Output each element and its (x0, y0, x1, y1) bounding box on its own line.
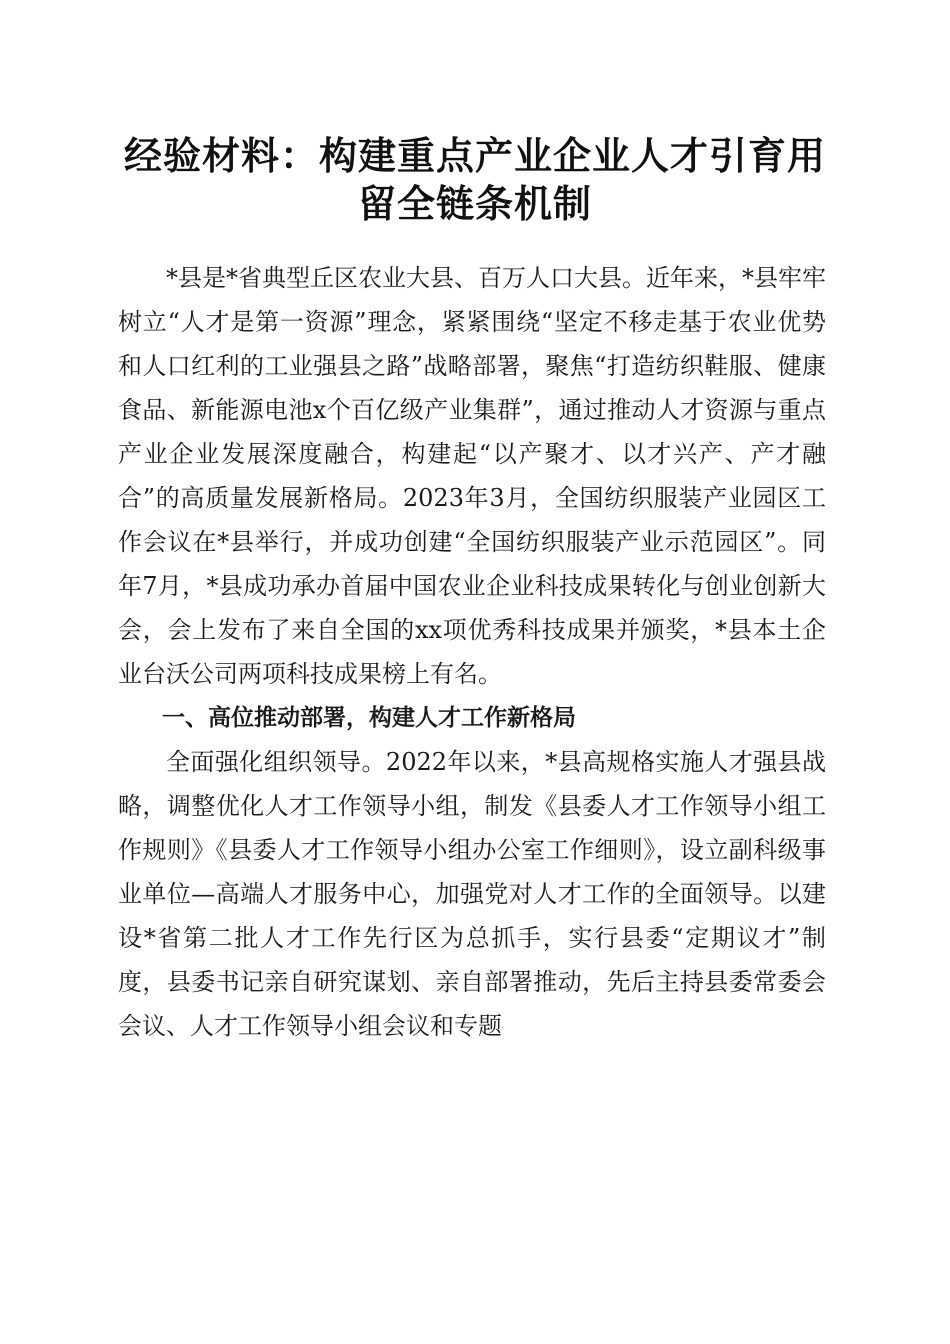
section-1-paragraph: 全面强化组织领导。2022年以来，*县高规格实施人才强县战略，调整优化人才工作领导小组，制发《县委人才工作领导小组工作规则》《县委人才工作领导小组办公室工作细则》，设立副科级事业单位—高端人才服务中心，加强党对人才工作的全面领导。以建设*省第二批人才工作先行区为总抓手，实行县委“定期议才”制度，县委书记亲自研究谋划、亲自部署推动，先后主持县委常委会会议、人才工作领导小组会议和专题 (118, 748, 826, 1040)
section-1-heading: 一、高位推动部署，构建人才工作新格局 (162, 705, 576, 731)
intro-paragraph: *县是*省典型丘区农业大县、百万人口大县。近年来，*县牢牢树立“人才是第一资源”理念，紧紧围绕“坚定不移走基于农业优势和人口红利的工业强县之路”战略部署，聚焦“打造纺织鞋服、健康食品、新能源电池x个百亿级产业集群”，通过推动人才资源与重点产业企业发展深度融合，构建起“以产聚才、以才兴产、产才融合”的高质量发展新格局。2023年3月，全国纺织服装产业园区工作会议在*县举行，并成功创建“全国纺织服装产业示范园区”。同年7月，*县成功承办首届中国农业企业科技成果转化与创业创新大会，会上发布了来自全国的xx项优秀科技成果并颁奖，*县本土企业台沃公司两项科技成果榜上有名。 (118, 264, 826, 688)
document-body (118, 256, 826, 1048)
document-title: 经验材料：构建重点产业企业人才引育用留全链条机制 (123, 133, 826, 226)
